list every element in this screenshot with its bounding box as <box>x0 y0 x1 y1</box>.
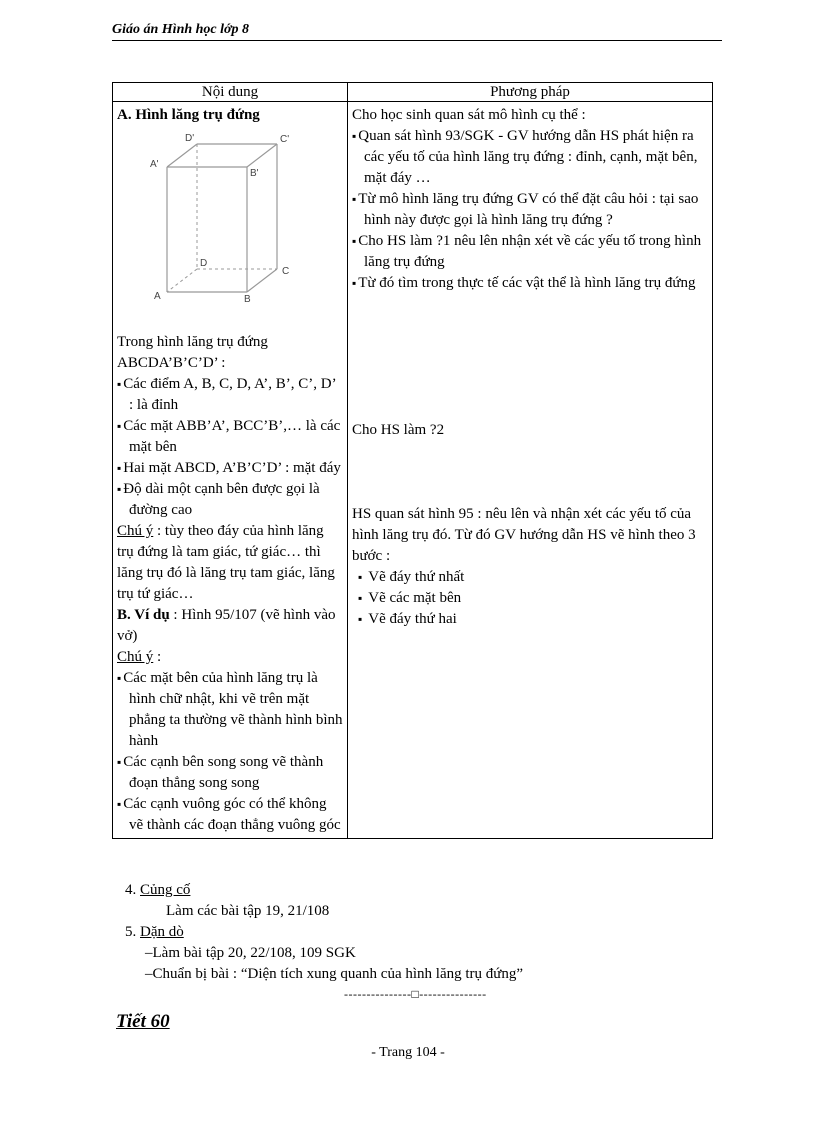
item-4-text: Làm các bài tập 19, 21/108 <box>166 903 330 919</box>
vertex-bullet: ▪ Các điểm A, B, C, D, A’, B’, C’, D’ : là đỉnh <box>117 374 343 416</box>
page-number: - Trang 104 - <box>371 1045 445 1060</box>
height-bullet: ▪ Độ dài một cạnh bên được gọi là đường cao <box>117 479 343 521</box>
label-d: D <box>200 258 208 269</box>
note-paragraph <box>117 521 343 605</box>
item-5-number: 5. <box>125 924 140 940</box>
label-d-prime: D' <box>185 133 195 144</box>
content-cell <box>113 102 348 839</box>
step-item: ▪ Vẽ đáy thứ nhất <box>352 567 708 588</box>
note2-suffix: : <box>153 649 162 665</box>
method-cell <box>348 102 713 839</box>
page-header-title: Giáo án Hình học lớp 8 <box>112 22 250 37</box>
note2-label: Chú ý <box>117 649 154 665</box>
section-b-label: B. Ví dụ <box>117 607 170 623</box>
section-a-heading: A. Hình lăng trụ đứng <box>117 107 260 123</box>
header-rule <box>112 40 722 41</box>
lateral-face-bullet: ▪ Các mặt ABB’A’, BCC’B’,… là các mặt bên <box>117 416 343 458</box>
base-face-bullet: ▪ Hai mặt ABCD, A’B’C’D’ : mặt đáy <box>117 458 343 479</box>
label-c-prime: C' <box>280 134 290 145</box>
step-item: ▪ Vẽ các mặt bên <box>352 588 708 609</box>
note2-bullet: ▪ Các mặt bên của hình lăng trụ là hình chữ nhật, khi vẽ trên mặt phẳng ta thường vẽ thành hình bình hành <box>117 668 343 752</box>
label-b: B <box>244 294 251 302</box>
method-question-2: Cho HS làm ?2 <box>352 422 445 438</box>
lesson-table <box>112 82 713 839</box>
section-b-text: : Hình 95/107 (vẽ hình vào vở) <box>117 607 336 644</box>
method-observe: HS quan sát hình 95 : nêu lên và nhận xét các yếu tố của hình lăng trụ đó. Từ đó GV hướng dẫn HS vẽ hình theo 3 bước : <box>352 506 696 564</box>
lesson-number-heading: Tiết 60 <box>116 1011 170 1032</box>
label-b-prime: B' <box>250 168 259 179</box>
item-5-heading <box>125 922 184 943</box>
label-a: A <box>154 291 161 302</box>
item-4-heading <box>125 880 190 901</box>
note2-bullet: ▪ Các cạnh vuông góc có thể không vẽ thành các đoạn thẳng vuông góc <box>117 794 343 838</box>
note2-heading <box>117 647 343 668</box>
method-bullet: ▪ Từ đó tìm trong thực tế các vật thể là hình lăng trụ đứng <box>352 273 708 294</box>
section-divider: ---------------□--------------- <box>344 987 487 1001</box>
method-bullet: ▪ Cho HS làm ?1 nêu lên nhận xét về các yếu tố trong hình lăng trụ đứng <box>352 231 708 273</box>
label-a-prime: A' <box>150 159 159 170</box>
method-bullet: ▪ Quan sát hình 93/SGK - GV hướng dẫn HS phát hiện ra các yếu tố của hình lăng trụ đứng : đỉnh, cạnh, mặt bên, mặt đáy … <box>352 126 708 189</box>
item-5-line-1: –Làm bài tập 20, 22/108, 109 SGK <box>145 945 356 961</box>
method-intro: Cho học sinh quan sát mô hình cụ thể : <box>352 107 586 123</box>
section-b <box>117 605 343 647</box>
note-label: Chú ý <box>117 523 154 539</box>
label-c: C <box>282 266 290 277</box>
method-bullet: ▪ Từ mô hình lăng trụ đứng GV có thể đặt câu hỏi : tại sao hình này được gọi là hình lăng trụ đứng ? <box>352 189 708 231</box>
item-5-title: Dặn dò <box>140 924 184 940</box>
column-header-content: Nội dung <box>113 83 348 102</box>
note-text: : tùy theo đáy của hình lăng trụ đứng là tam giác, tứ giác… thì lăng trụ đó là lăng trụ tam giác, lăng trụ tứ giác… <box>117 523 335 602</box>
item-4-title: Củng cố <box>140 882 191 898</box>
intro-line-2: ABCDA’B’C’D’ : <box>117 355 226 371</box>
item-4-number: 4. <box>125 882 140 898</box>
prism-figure <box>147 132 297 302</box>
column-header-method: Phương pháp <box>348 83 713 102</box>
item-5-line-2: –Chuẩn bị bài : “Diện tích xung quanh của hình lăng trụ đứng” <box>145 966 524 982</box>
step-item: ▪ Vẽ đáy thứ hai <box>352 609 708 630</box>
note2-bullet: ▪ Các cạnh bên song song vẽ thành đoạn thẳng song song <box>117 752 343 794</box>
intro-line-1: Trong hình lăng trụ đứng <box>117 334 268 350</box>
